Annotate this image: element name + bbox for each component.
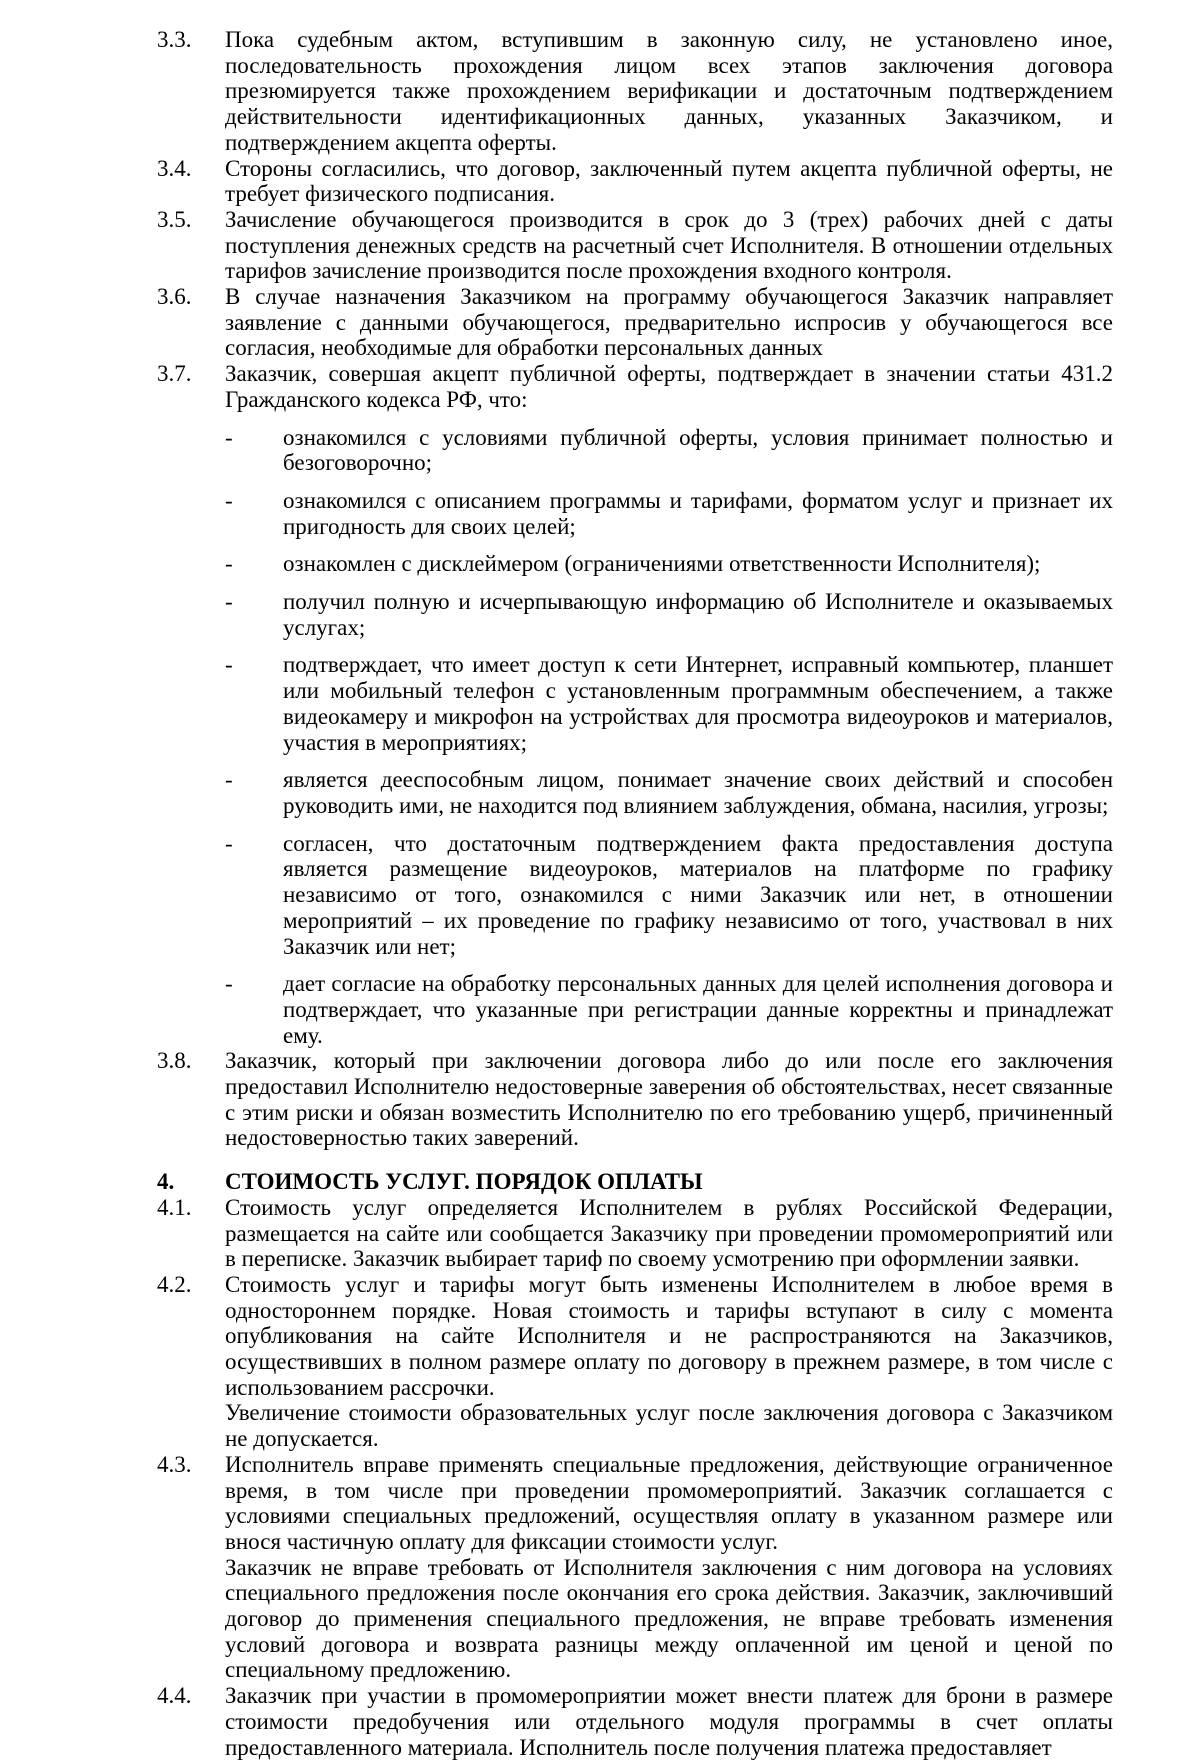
clause-paragraph: Зачисление обучающегося производится в срок до 3 (трех) рабочих дней с даты поступления денежных средств на расчетный счет Исполнителя. В отношении отдельных тарифов зачисление производится после прохождения входного контроля. bbox=[225, 206, 1113, 284]
contract-document-page bbox=[157, 27, 1113, 1760]
bullet-item bbox=[225, 425, 1113, 476]
clause-3-3 bbox=[157, 27, 1113, 156]
bullet-item bbox=[225, 589, 1113, 640]
bullet-text: получил полную и исчерпывающую информацию об Исполнителе и оказываемых услугах; bbox=[283, 589, 1113, 640]
bullet-dash-marker: - bbox=[225, 589, 233, 615]
clause-number: 3.8. bbox=[157, 1048, 192, 1074]
clause-paragraph: Заказчик, совершая акцепт публичной оферты, подтверждает в значении статьи 431.2 Гражданского кодекса РФ, что: bbox=[225, 361, 1113, 412]
bullet-text: ознакомлен с дисклеймером (ограничениями ответственности Исполнителя); bbox=[283, 551, 1041, 577]
clause-body bbox=[225, 361, 1113, 1048]
clause-4-2 bbox=[157, 1272, 1113, 1452]
clause-paragraph: Стоимость услуг и тарифы могут быть изменены Исполнителем в любое время в одностороннем порядке. Новая стоимость и тарифы вступают в силу с момента опубликования на сайте Исполнителя и не распространяются на Заказчиков, осуществивших в полном размере оплату по договору в прежнем размере, в том числе с использованием рассрочки. bbox=[225, 1271, 1113, 1400]
clause-number: 4.3. bbox=[157, 1451, 192, 1477]
clause-paragraph: Стоимость услуг определяется Исполнителем в рублях Российской Федерации, размещается на сайте или сообщается Заказчику при проведении промомероприятий или в переписке. Заказчик выбирает тариф по своему усмотрению при оформлении заявки. bbox=[225, 1194, 1113, 1272]
clause-4-1 bbox=[157, 1195, 1113, 1272]
clause-3-5 bbox=[157, 207, 1113, 284]
clause-paragraph: Заказчик не вправе требовать от Исполнителя заключения с ним договора на условиях специального предложения после окончания его срока действия. Заказчик, заключивший договор до применения специального предложения, не вправе требовать изменения условий договора и возврата разницы между оплаченной им ценой и ценой по специальному предложению. bbox=[225, 1554, 1113, 1683]
clause-body bbox=[225, 1195, 1113, 1272]
bullet-item bbox=[225, 831, 1113, 960]
clause-4-4 bbox=[157, 1683, 1113, 1760]
bullet-dash-marker: - bbox=[225, 830, 233, 856]
clause-body bbox=[225, 1452, 1113, 1683]
clause-body bbox=[225, 1272, 1113, 1452]
clause-3-7 bbox=[157, 361, 1113, 1048]
clause-number: 4.2. bbox=[157, 1271, 192, 1297]
bullet-item bbox=[225, 767, 1113, 818]
clause-paragraph: Заказчик, который при заключении договора либо до или после его заключения предоставил Исполнителю недостоверные заверения об обстоятельствах, несет связанные с этим риски и обязан возместить Исполнителю по его требованию ущерб, причиненный недостоверностью таких заверений. bbox=[225, 1048, 1113, 1151]
bullet-dash-marker: - bbox=[225, 487, 233, 513]
bullet-text: дает согласие на обработку персональных данных для целей исполнения договора и подтверждает, что указанные при регистрации данные корректны и принадлежат ему. bbox=[283, 971, 1113, 1048]
bullet-dash-marker: - bbox=[225, 767, 233, 793]
clause-number: 3.3. bbox=[157, 27, 192, 52]
bullet-item bbox=[225, 551, 1113, 577]
section-title: СТОИМОСТЬ УСЛУГ. ПОРЯДОК ОПЛАТЫ bbox=[225, 1169, 703, 1195]
clause-number: 4.1. bbox=[157, 1194, 192, 1220]
bullet-item bbox=[225, 971, 1113, 1048]
clause-body bbox=[225, 284, 1113, 361]
bullet-item bbox=[225, 488, 1113, 539]
bullet-text: является дееспособным лицом, понимает значение своих действий и способен руководить ими, не находится под влиянием заблуждения, обмана, насилия, угрозы; bbox=[283, 767, 1113, 818]
clause-number: 3.5. bbox=[157, 206, 192, 232]
section-title-body bbox=[225, 1169, 1113, 1195]
clause-paragraph: Пока судебным актом, вступившим в законную силу, не установлено иное, последовательность прохождения лицом всех этапов заключения договора презюмируется также прохождением верификации и достаточным подтверждением действительности идентификационных данных, указанных Заказчиком, и подтверждением акцепта оферты. bbox=[225, 27, 1113, 155]
bullet-text: ознакомился с описанием программы и тарифами, форматом услуг и признает их пригодность для своих целей; bbox=[283, 487, 1113, 539]
clause-body bbox=[225, 1683, 1113, 1760]
clause-number: 3.7. bbox=[157, 361, 192, 387]
clause-3-4 bbox=[157, 156, 1113, 207]
clause-3-6 bbox=[157, 284, 1113, 361]
section-number: 4. bbox=[157, 1169, 175, 1195]
clause-3-8 bbox=[157, 1048, 1113, 1151]
bullet-item bbox=[225, 652, 1113, 755]
clause-number: 4.4. bbox=[157, 1683, 192, 1709]
clause-body bbox=[225, 27, 1113, 156]
bullet-text: ознакомился с условиями публичной оферты, условия принимает полностью и безоговорочно; bbox=[283, 424, 1113, 476]
clause-paragraph: Увеличение стоимости образовательных услуг после заключения договора с Заказчиком не допускается. bbox=[225, 1400, 1113, 1452]
bullet-dash-marker: - bbox=[225, 424, 233, 450]
clause-number: 3.4. bbox=[157, 155, 192, 181]
clause-4-3 bbox=[157, 1452, 1113, 1683]
clause-paragraph: Исполнитель вправе применять специальные предложения, действующие ограниченное время, в том числе при проведении промомероприятий. Заказчик соглашается с условиями специальных предложений, осуществляя оплату в указанном размере или внося частичную оплату для фиксации стоимости услуг. bbox=[225, 1451, 1113, 1554]
clause-paragraph: Заказчик при участии в промомероприятии может внести платеж для брони в размере стоимости предобучения или отдельного модуля программы в счет оплаты предоставленного материала. Исполнитель после получения платежа предоставляет bbox=[225, 1683, 1113, 1760]
bullet-dash-marker: - bbox=[225, 551, 233, 577]
clause-paragraph: Стороны согласились, что договор, заключенный путем акцепта публичной оферты, не требует физического подписания. bbox=[225, 155, 1113, 207]
clause-body bbox=[225, 1048, 1113, 1151]
clause-number: 3.6. bbox=[157, 284, 192, 310]
clause-paragraph: В случае назначения Заказчиком на программу обучающегося Заказчик направляет заявление с данными обучающегося, предварительно испросив у обучающегося все согласия, необходимые для обработки персональных данных bbox=[225, 284, 1113, 361]
bullet-text: согласен, что достаточным подтверждением факта предоставления доступа является размещение видеоуроков, материалов на платформе по графику независимо от того, ознакомился с ними Заказчик или нет, в отношении мероприятий – их проведение по графику независимо от того, участвовал в них Заказчик или нет; bbox=[283, 830, 1113, 959]
bullet-text: подтверждает, что имеет доступ к сети Интернет, исправный компьютер, планшет или мобильный телефон с установленным программным обеспечением, а также видеокамеру и микрофон на устройствах для просмотра видеоуроков и материалов, участия в мероприятиях; bbox=[283, 652, 1113, 755]
section-4-heading bbox=[157, 1169, 1113, 1195]
clause-body bbox=[225, 156, 1113, 207]
bullet-dash-marker: - bbox=[225, 652, 233, 678]
clause-body bbox=[225, 207, 1113, 284]
bullet-dash-marker: - bbox=[225, 971, 233, 997]
